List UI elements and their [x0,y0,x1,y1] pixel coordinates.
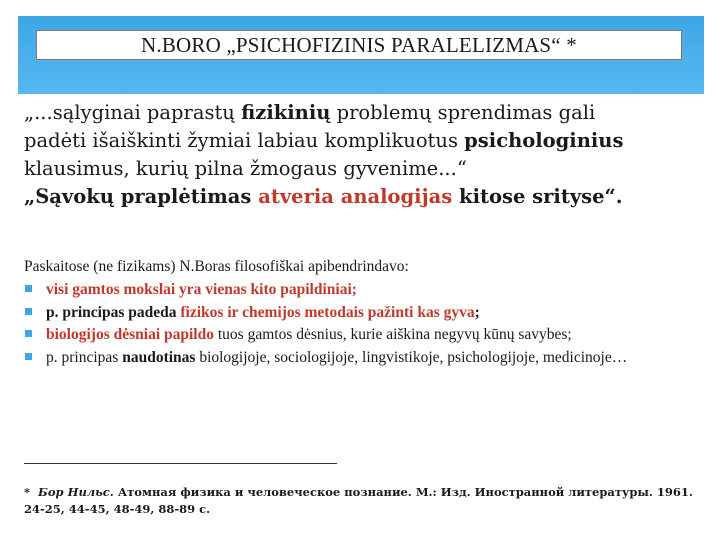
quote-line-1: „...sąlyginai paprastų fizikinių problemų sprendimas gali [24,101,596,124]
bullet-list [24,279,684,369]
list-item: visi gamtos mokslai yra vienas kito papildiniai; [24,279,684,301]
quote-block [24,99,704,211]
square-bullet-icon [25,308,32,315]
footnote-divider [24,463,337,464]
footnote: * Бор Нильс. Атомная физика и человеческое познание. М.: Изд. Иностранной литературы. 1961. 24-25, 44-45, 48-49, 88-89 с. [24,485,693,516]
square-bullet-icon [25,285,32,292]
list-item: p. principas naudotinas biologijoje, sociologijoje, lingvistikoje, psichologijoje, medicinoje… [24,347,684,369]
list-item: biologijos dėsniai papildo tuos gamtos dėsnius, kurie aiškina negyvų kūnų savybes; [24,324,684,346]
list-item: p. principas padeda fizikos ir chemijos metodais pažinti kas gyva; [24,302,684,324]
quote-line-4: „Sąvokų praplėtimas atveria analogijas kitose srityse“. [24,185,623,208]
slide-title: N.BORO „PSICHOFIZINIS PARALELIZMAS“ * [36,30,682,60]
square-bullet-icon [25,330,32,337]
quote-line-3: klausimus, kurių pilna žmogaus gyvenime...“ [24,157,467,180]
square-bullet-icon [25,353,32,360]
intro-text: Paskaitose (ne fizikams) N.Boras filosofiškai apibendrindavo: [24,258,409,275]
quote-line-2: padėti išaiškinti žymiai labiau komplikuotus psichologinius [24,129,624,152]
